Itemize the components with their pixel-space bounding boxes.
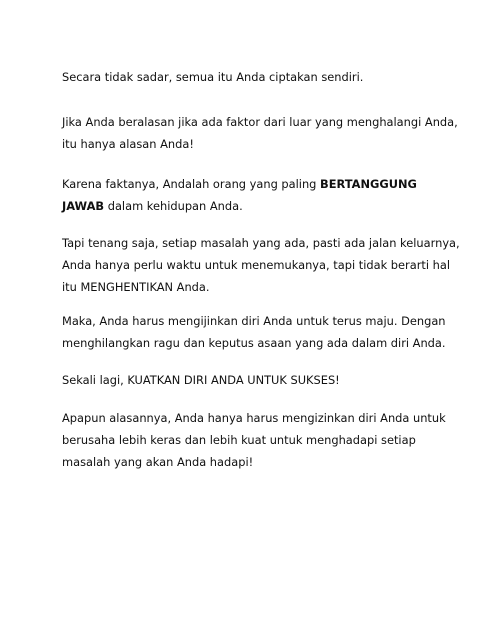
- paragraph-6-text: Sekali lagi, KUATKAN DIRI ANDA UNTUK SUKSES!: [62, 373, 340, 387]
- paragraph-5-text: Maka, Anda harus mengijinkan diri Anda untuk terus maju. Dengan menghilangkan ragu dan keputus asaan yang ada dalam diri Anda.: [62, 314, 446, 350]
- paragraph-6: [62, 369, 462, 391]
- paragraph-7-text: Apapun alasannya, Anda hanya harus mengizinkan diri Anda untuk berusaha lebih keras dan lebih kuat untuk menghadapi setiap masalah yang akan Anda hadapi!: [62, 411, 446, 469]
- paragraph-3-before: Karena faktanya, Andalah orang yang paling: [62, 177, 321, 191]
- paragraph-1: [62, 66, 462, 88]
- paragraph-7: [62, 407, 462, 473]
- paragraph-3-after: dalam kehidupan Anda.: [104, 199, 243, 213]
- paragraph-1-text: Secara tidak sadar, semua itu Anda ciptakan sendiri.: [62, 70, 364, 84]
- paragraph-3: [62, 173, 462, 217]
- paragraph-5: [62, 310, 462, 354]
- paragraph-2: [62, 111, 462, 155]
- paragraph-3-text: [62, 173, 462, 217]
- paragraph-3-bold: BERTANGGUNG JAWAB: [62, 177, 417, 213]
- paragraph-4: [62, 232, 462, 298]
- paragraph-4-text: Tapi tenang saja, setiap masalah yang ada, pasti ada jalan keluarnya, Anda hanya perlu waktu untuk menemukanya, tapi tidak berarti hal itu MENGHENTIKAN Anda.: [62, 236, 460, 294]
- paragraph-2-text: Jika Anda beralasan jika ada faktor dari luar yang menghalangi Anda, itu hanya alasan Anda!: [62, 115, 458, 151]
